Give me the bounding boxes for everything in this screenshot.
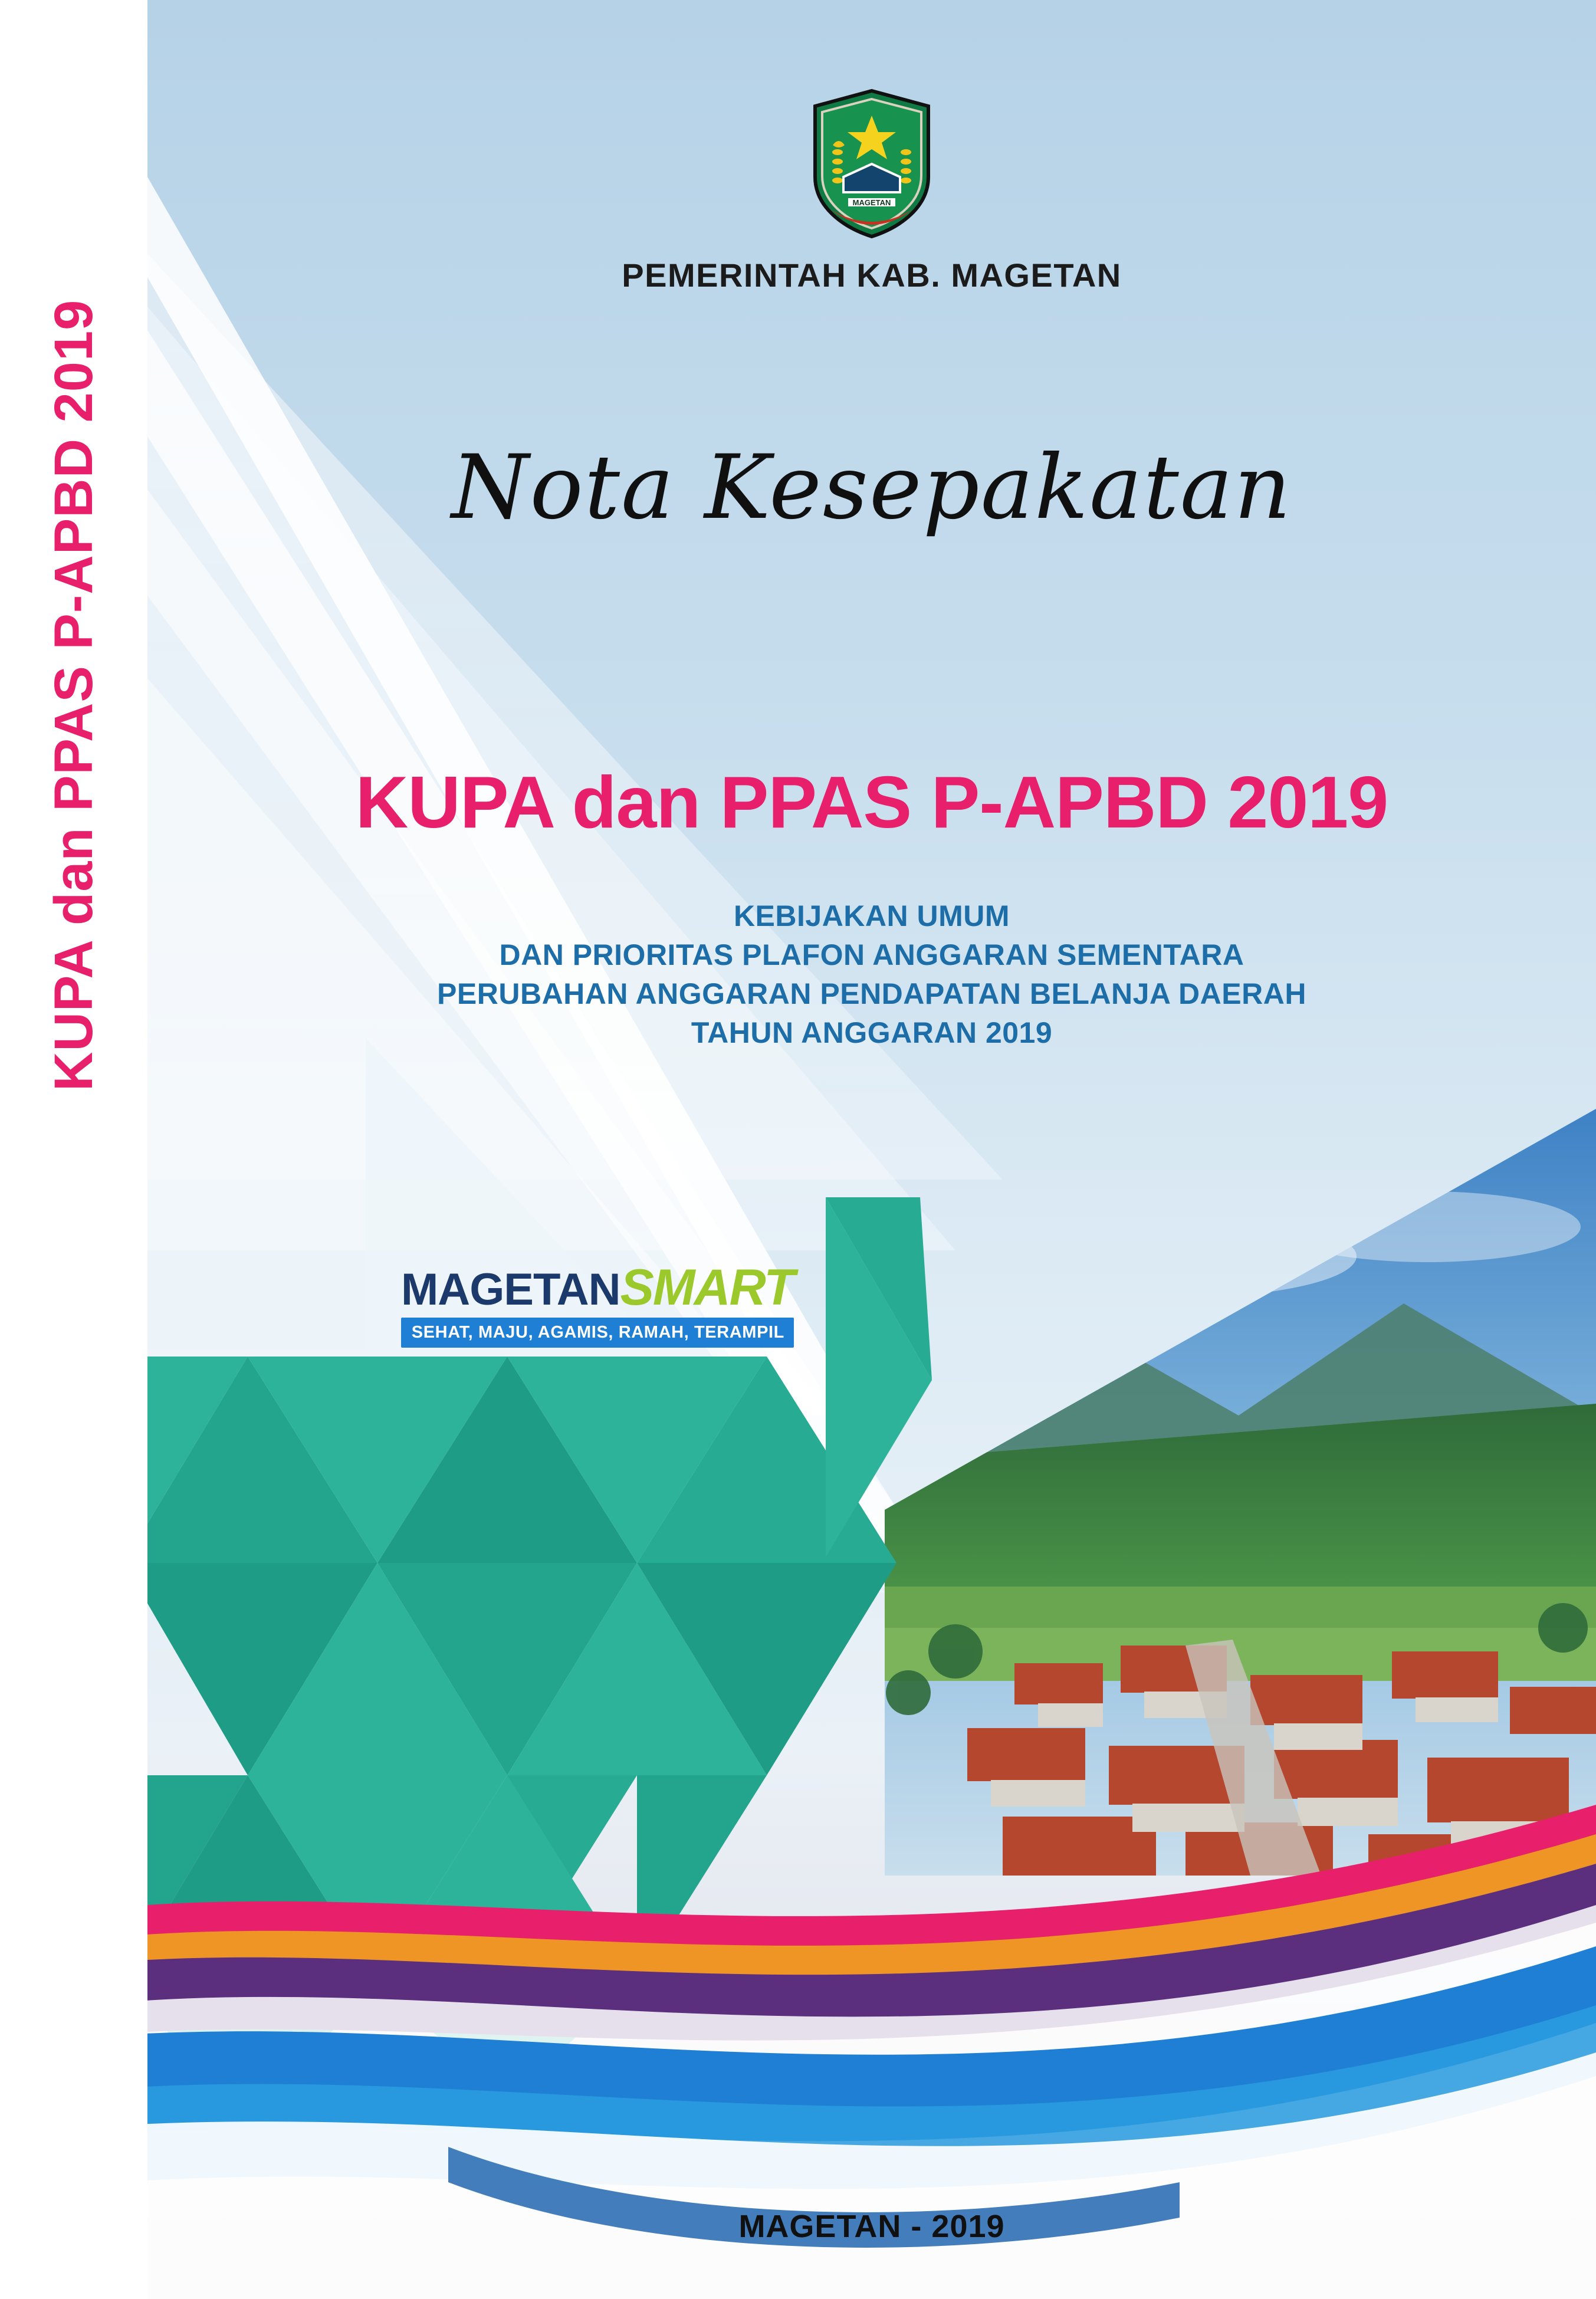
subtitle-line-3: PERUBAHAN ANGGARAN PENDAPATAN BELANJA DAERAH: [437, 977, 1306, 1010]
government-name: PEMERINTAH KAB. MAGETAN: [622, 257, 1122, 294]
magetan-coat-of-arms-icon: [807, 88, 937, 239]
page-title: KUPA dan PPAS P-APBD 2019: [355, 762, 1388, 843]
footer-place-year: MAGETAN - 2019: [738, 2209, 1005, 2244]
subtitle-block: [147, 896, 1596, 1052]
logo-tagline: SEHAT, MAJU, AGAMIS, RAMAH, TERAMPIL: [401, 1318, 794, 1348]
subtitle-line-1: KEBIJAKAN UMUM: [733, 899, 1010, 932]
subtitle-line-2: DAN PRIORITAS PLAFON ANGGARAN SEMENTARA: [499, 938, 1244, 971]
logo-wordmark: [401, 1259, 794, 1316]
magetan-smart-logo: [401, 1259, 794, 1348]
svg-text:MAGETAN: MAGETAN: [852, 198, 891, 207]
header-block: [147, 88, 1596, 294]
subtitle-line-4: TAHUN ANGGARAN 2019: [691, 1016, 1053, 1049]
script-title: Nota Kesepakatan: [451, 436, 1292, 539]
logo-word-magetan: MAGETAN: [401, 1265, 620, 1315]
book-spine: [0, 0, 147, 2299]
spine-title: KUPA dan PPAS P-APBD 2019: [43, 299, 104, 1091]
logo-word-smart: SMART: [620, 1259, 794, 1316]
